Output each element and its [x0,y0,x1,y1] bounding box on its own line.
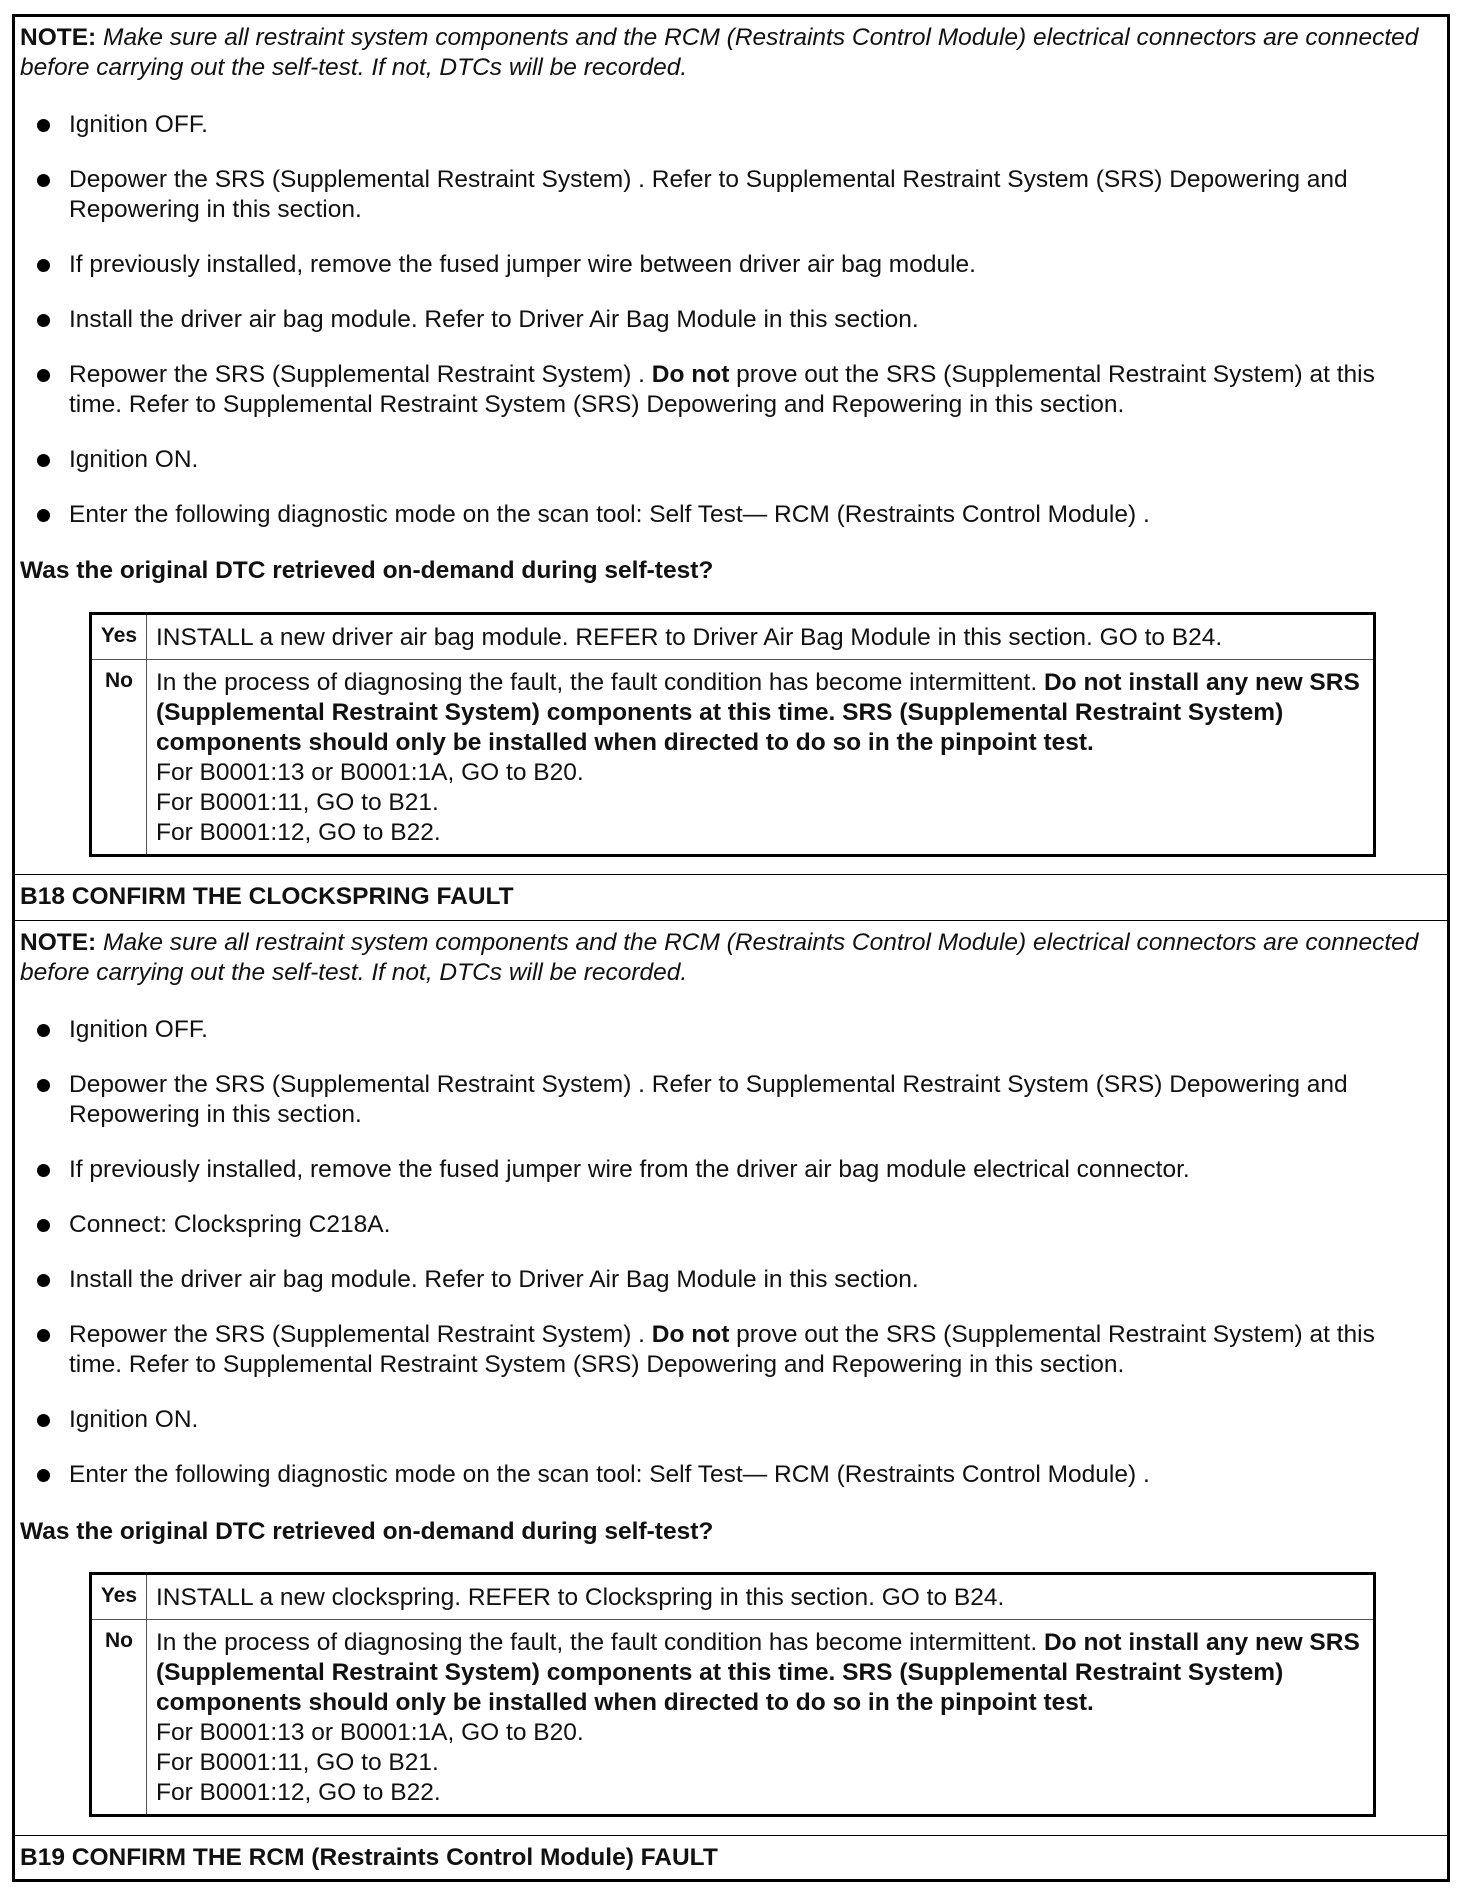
list-item-text: Repower the SRS (Supplemental Restraint System) . [69,1321,652,1348]
no-text [147,660,1373,854]
yes-label: Yes [92,615,147,659]
yes-no-table-a [89,612,1376,857]
list-item: Ignition OFF. [34,1015,1424,1045]
divider [12,874,1450,875]
list-item [34,360,1424,420]
step-heading-b18: B18 CONFIRM THE CLOCKSPRING FAULT [20,883,514,910]
yes-row [92,1575,1373,1619]
divider [12,920,1450,921]
yes-text: INSTALL a new driver air bag module. REFER to Driver Air Bag Module in this section. GO to B24. [156,624,1223,651]
list-item-bold: Do not [651,361,730,388]
list-item: Enter the following diagnostic mode on the scan tool: Self Test— RCM (Restraints Control Module) . [34,1460,1424,1490]
no-line: For B0001:11, GO to B21. [156,789,439,816]
note-label: NOTE: [20,24,97,51]
no-row [92,659,1373,854]
step-heading-b19: B19 CONFIRM THE RCM (Restraints Control Module) FAULT [20,1844,718,1871]
question-b18: Was the original DTC retrieved on-demand during self-test? [20,1518,714,1545]
no-warning: Do not install any new SRS (Supplemental Restraint System) components at this time. SRS (Supplemental Restraint System) components should only be installed when directed to do so in the pinpoint test. [156,669,1360,756]
list-item: Depower the SRS (Supplemental Restraint System) . Refer to Supplemental Restraint System (SRS) Depowering and Repowering in this section. [34,165,1424,225]
no-line: For B0001:12, GO to B22. [156,819,441,846]
yes-row [92,615,1373,659]
no-warning: Do not install any new SRS (Supplemental Restraint System) components at this time. SRS (Supplemental Restraint System) components should only be installed when directed to do so in the pinpoint test. [156,1629,1360,1716]
no-line: For B0001:12, GO to B22. [156,1779,441,1806]
note-label: NOTE: [20,929,97,956]
list-item-bold: Do not [651,1321,730,1348]
note-text: Make sure all restraint system components and the RCM (Restraints Control Module) electrical connectors are connected before carrying out the self-test. If not, DTCs will be recorded. [20,24,1419,81]
list-item: Connect: Clockspring C218A. [34,1210,1424,1240]
list-item: Ignition ON. [34,445,1424,475]
no-line: For B0001:11, GO to B21. [156,1749,439,1776]
no-line: For B0001:13 or B0001:1A, GO to B20. [156,759,584,786]
question-a: Was the original DTC retrieved on-demand during self-test? [20,557,714,584]
list-item: If previously installed, remove the fused jumper wire between driver air bag module. [34,250,1424,280]
no-text [147,1620,1373,1814]
yes-text: INSTALL a new clockspring. REFER to Clockspring in this section. GO to B24. [156,1584,1005,1611]
steps-list-a [34,110,1424,530]
list-item: Ignition ON. [34,1405,1424,1435]
no-intro: In the process of diagnosing the fault, the fault condition has become intermittent. [156,1629,1044,1656]
no-label: No [92,660,147,854]
steps-list-b18 [34,1015,1424,1490]
divider [12,1835,1450,1836]
no-row [92,1619,1373,1814]
list-item: Depower the SRS (Supplemental Restraint System) . Refer to Supplemental Restraint System (SRS) Depowering and Repowering in this section. [34,1070,1424,1130]
list-item-text: Repower the SRS (Supplemental Restraint System) . [69,361,652,388]
note-a [20,23,1420,83]
list-item: Install the driver air bag module. Refer to Driver Air Bag Module in this section. [34,1265,1424,1295]
list-item: If previously installed, remove the fused jumper wire from the driver air bag module electrical connector. [34,1155,1424,1185]
list-item [34,1320,1424,1380]
note-b18 [20,928,1420,988]
list-item-text: prove out the SRS (Supplemental Restraint System) at this time. Refer to Supplemental Restraint System (SRS) Depowering and Repowering in this section. [69,361,1375,418]
yes-no-table-b18 [89,1572,1376,1817]
list-item: Enter the following diagnostic mode on the scan tool: Self Test— RCM (Restraints Control Module) . [34,500,1424,530]
no-line: For B0001:13 or B0001:1A, GO to B20. [156,1719,584,1746]
list-item-text: prove out the SRS (Supplemental Restraint System) at this time. Refer to Supplemental Restraint System (SRS) Depowering and Repowering in this section. [69,1321,1375,1378]
no-intro: In the process of diagnosing the fault, the fault condition has become intermittent. [156,669,1044,696]
note-text: Make sure all restraint system components and the RCM (Restraints Control Module) electrical connectors are connected before carrying out the self-test. If not, DTCs will be recorded. [20,929,1419,986]
list-item: Ignition OFF. [34,110,1424,140]
yes-label: Yes [92,1575,147,1619]
list-item: Install the driver air bag module. Refer to Driver Air Bag Module in this section. [34,305,1424,335]
no-label: No [92,1620,147,1814]
